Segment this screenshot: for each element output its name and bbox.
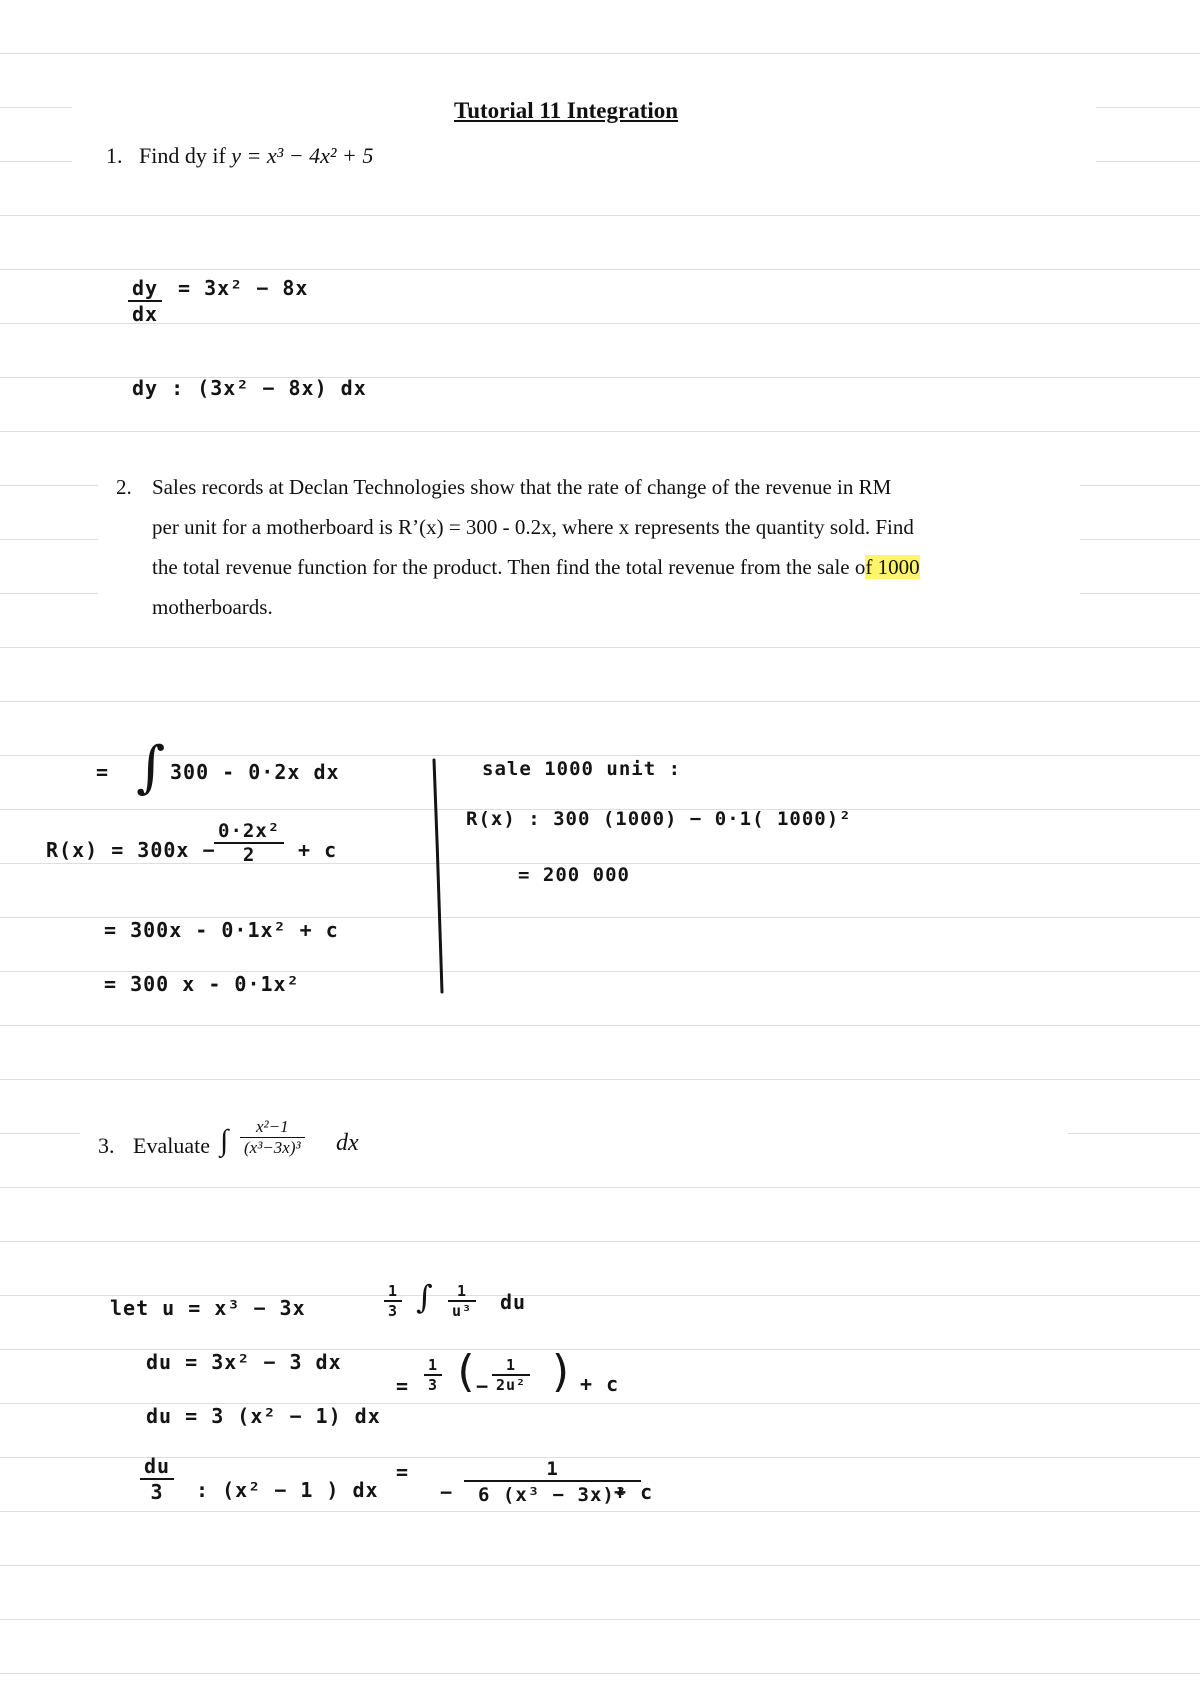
integral-sign: ∫ <box>136 735 167 800</box>
side-line-2: = 200 000 <box>518 864 630 886</box>
page-title: Tutorial 11 Integration <box>454 98 679 123</box>
open-parenthesis: ( <box>452 1346 480 1397</box>
substitution-du-2: du = 3 (x² − 1) dx <box>146 1404 381 1428</box>
question-3-integral: ∫ <box>220 1124 229 1157</box>
answer-1-line-2: dy : (3x² − 8x) dx <box>132 376 367 400</box>
minus-sign: − <box>440 1480 454 1504</box>
question-2-line-4: motherboards. <box>152 595 273 619</box>
one-third-fraction <box>424 1356 442 1394</box>
revenue-function-lhs: R(x) = 300x − <box>46 838 216 862</box>
one-over-2u-squared <box>492 1356 530 1394</box>
question-3-dx: dx <box>336 1130 359 1156</box>
fraction-numerator: 0·2x² <box>218 820 281 842</box>
answer-2-integrand: 300 - 0·2x dx <box>170 760 340 784</box>
handwritten-divider <box>428 756 458 1016</box>
question-math: y = x³ − 4x² + 5 <box>231 143 374 168</box>
side-line-1: R(x) : 300 (1000) − 0·1( 1000)² <box>466 808 852 830</box>
question-1 <box>106 143 373 169</box>
revenue-plus-c: + c <box>298 838 338 862</box>
question-2-line-1: Sales records at Declan Technologies show that the rate of change of the revenue in RM <box>152 475 892 499</box>
question-3-number: 3. <box>98 1133 115 1158</box>
close-parenthesis: ) <box>548 1346 576 1397</box>
fraction-numerator: du <box>144 1454 171 1478</box>
fraction-denominator: 3 <box>424 1374 442 1394</box>
question-2-line-3-text: the total revenue function for the product. Then find the total revenue from the sale o <box>152 555 866 579</box>
answer-2-equals: = <box>96 760 110 784</box>
one-over-u-cubed <box>448 1282 476 1320</box>
highlighted-text: f 1000 <box>865 555 920 579</box>
fraction-numerator: 1 <box>546 1458 559 1480</box>
question-3-fraction <box>240 1117 305 1158</box>
fraction-denominator: 2 <box>214 842 284 866</box>
minus-sign: − <box>476 1374 490 1398</box>
question-2-line-2 <box>152 515 914 540</box>
answer-2-line-3: = 300x - 0·1x² + c <box>104 918 339 942</box>
integral-du: du <box>500 1290 527 1314</box>
substitution-du-1: du = 3x² − 3 dx <box>146 1350 342 1374</box>
fraction-numerator: 1 <box>428 1356 439 1374</box>
side-title: sale 1000 unit : <box>482 758 682 780</box>
fraction-denominator: 6 (x³ − 3x)² <box>464 1480 641 1506</box>
question-text: Find dy if <box>139 143 232 168</box>
answer-2-line-4: = 300 x - 0·1x² <box>104 972 300 996</box>
fraction-numerator: x²−1 <box>255 1117 289 1136</box>
fraction-numerator: dy <box>132 276 159 300</box>
fraction-numerator: 1 <box>388 1282 399 1300</box>
question-3-text: Evaluate <box>133 1133 210 1158</box>
fraction-denominator: 2u² <box>492 1374 530 1394</box>
fraction-denominator: u³ <box>448 1300 476 1320</box>
integral-sign: ∫ <box>416 1278 434 1316</box>
question-number: 1. <box>106 143 123 168</box>
plus-c: + c <box>580 1372 620 1396</box>
substitution-let: let u = x³ − 3x <box>110 1296 306 1320</box>
fraction-numerator: 1 <box>457 1282 468 1300</box>
fraction-denominator: 3 <box>384 1300 402 1320</box>
dy-dx-fraction <box>128 276 162 326</box>
answer-1-line-1: = 3x² − 8x <box>178 276 309 300</box>
revenue-fraction <box>214 820 284 866</box>
one-third-fraction <box>384 1282 402 1320</box>
question-2-line-2-text: per unit for a motherboard is R’(x) = 300 - 0.2x, where x represents the quantity sold. Find <box>152 515 914 539</box>
fraction-denominator: (x³−3x)³ <box>240 1137 305 1158</box>
fraction-denominator: dx <box>128 300 162 326</box>
fraction-numerator: 1 <box>506 1356 517 1374</box>
result-equals-2: = <box>396 1460 410 1484</box>
du-over-3-fraction <box>140 1454 174 1504</box>
result-equals-1: = <box>396 1374 410 1398</box>
substitution-du-3: : (x² − 1 ) dx <box>196 1478 379 1502</box>
question-2-number: 2. <box>116 475 132 499</box>
question-2-line-3 <box>152 555 920 580</box>
plus-c: + c <box>614 1480 654 1504</box>
fraction-denominator: 3 <box>140 1478 174 1504</box>
